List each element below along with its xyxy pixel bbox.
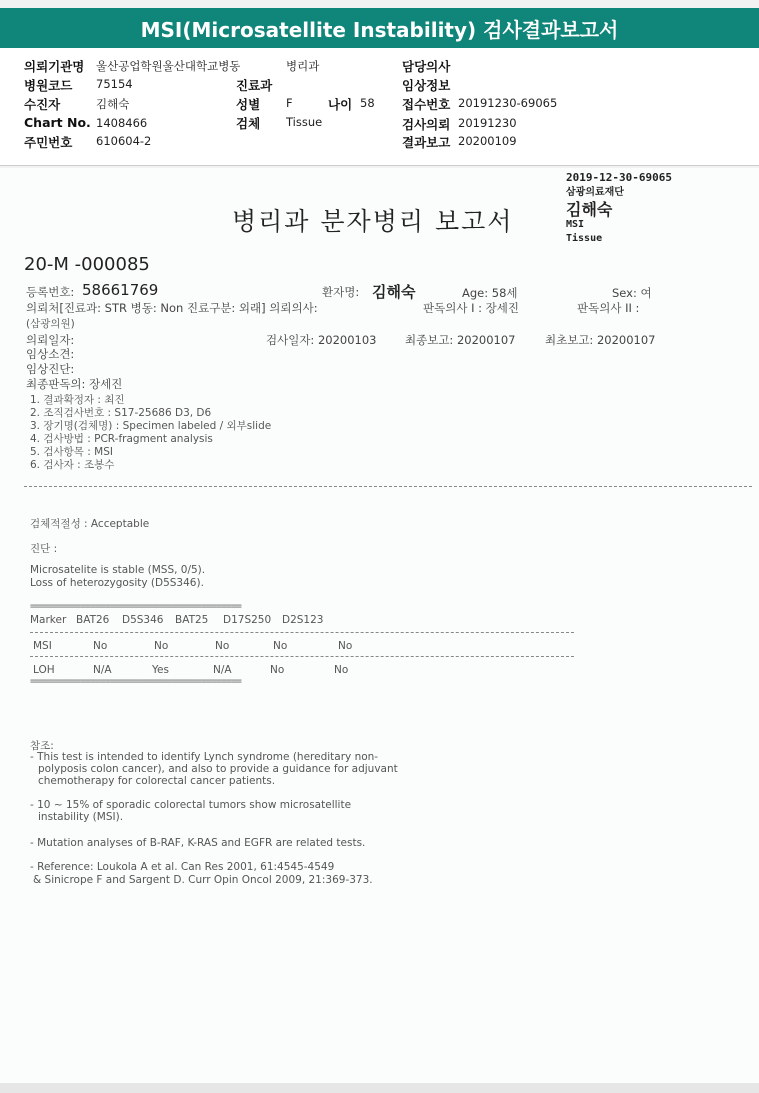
specimen-label: 검체 [236, 116, 261, 131]
chart-no-value: 1408466 [96, 116, 148, 130]
document-title: 병리과 분자병리 보고서 [232, 207, 514, 236]
reference-2a: - 10 ~ 15% of sporadic colorectal tumors show microsatellite [30, 799, 352, 811]
specimen-value: Tissue [286, 115, 323, 129]
ward-value: 병리과 [286, 59, 320, 73]
table-header-d2s123: D2S123 [282, 614, 324, 626]
request-date: 의뢰일자: [26, 333, 75, 347]
table-cell: No [270, 664, 285, 676]
item-3: 3. 장기명(검체명) : Specimen labeled / 외부slide [30, 420, 272, 432]
report-value: 20200109 [458, 134, 517, 148]
table-cell: Yes [152, 664, 169, 676]
table-header-marker: Marker [30, 614, 67, 626]
reference-1b: polyposis colon cancer), and also to provide a guidance for adjuvant [38, 763, 398, 775]
hospital-code-value: 75154 [96, 77, 133, 91]
item-1: 1. 결과확정자 : 최진 [30, 394, 125, 406]
table-header-bat25: BAT25 [175, 614, 209, 626]
age-text: Age: 58세 [462, 286, 518, 300]
table-cell: No [334, 664, 349, 676]
request-label: 검사의뢰 [402, 117, 451, 132]
table-header-d5s346: D5S346 [122, 614, 164, 626]
stamp-name: 김해숙 [566, 200, 613, 219]
item-4: 4. 검사방법 : PCR-fragment analysis [30, 433, 213, 445]
reference-3: - Mutation analyses of B-RAF, K-RAS and EGFR are related tests. [30, 837, 366, 849]
table-cell: No [154, 640, 169, 652]
table-bottom-rule: ========================================== [30, 676, 241, 687]
bottom-scroll-area [0, 1083, 759, 1093]
reference-1c: chemotherapy for colorectal cancer patients. [38, 775, 276, 787]
hospital-code-label: 병원코드 [24, 78, 73, 93]
exam-date: 검사일자: 20200103 [266, 333, 377, 347]
section-divider [24, 486, 752, 487]
reference-1a: - This test is intended to identify Lynch syndrome (hereditary non- [30, 751, 379, 763]
table-rule [30, 632, 574, 633]
table-row-loh-label: LOH [33, 664, 55, 676]
stamp-foundation: 삼광의료재단 [566, 187, 624, 198]
institution-value: 울산공업학원울산대학교병동 [96, 59, 241, 73]
table-cell: No [273, 640, 288, 652]
scanned-report-image [0, 168, 759, 1083]
reference-2b: instability (MSI). [38, 811, 124, 823]
dept-label: 진료과 [236, 78, 273, 93]
receipt-value: 20191230-69065 [458, 96, 558, 110]
table-top-rule: ========================================== [30, 601, 241, 612]
table-cell: N/A [213, 664, 232, 676]
table-cell: No [338, 640, 353, 652]
reference-4b: & Sinicrope F and Sargent D. Curr Opin Oncol 2009, 21:369-373. [33, 874, 373, 886]
pathologist-1: 판독의사 I : 장세진 [423, 301, 519, 315]
patient-label: 수진자 [24, 97, 61, 112]
table-cell: No [215, 640, 230, 652]
table-header-d17s250: D17S250 [223, 614, 272, 626]
request-value: 20191230 [458, 116, 517, 130]
clinical-findings: 임상소견: [26, 347, 75, 361]
item-5: 5. 검사항목 : MSI [30, 446, 113, 458]
final-date: 최종보고: 20200107 [405, 333, 516, 347]
clinical-info-label: 임상정보 [402, 78, 451, 93]
diagnosis-label: 진단 : [30, 543, 58, 555]
pname-label: 환자명: [322, 285, 360, 299]
clinical-diagnosis: 임상진단: [26, 362, 75, 376]
reg-value: 58661769 [82, 281, 159, 299]
institution-label: 의뢰기관명 [24, 59, 85, 74]
case-number: 20-M -000085 [24, 254, 150, 275]
id-label: 주민번호 [24, 135, 73, 150]
doctor-label: 담당의사 [402, 59, 451, 74]
pname-value: 김해숙 [372, 283, 416, 301]
sex-text: Sex: 여 [612, 286, 652, 300]
org-name: (삼광의원) [26, 318, 75, 330]
first-date: 최초보고: 20200107 [545, 333, 656, 347]
item-6: 6. 검사자 : 조봉수 [30, 459, 115, 471]
table-header-bat26: BAT26 [76, 614, 110, 626]
report-label: 결과보고 [402, 135, 451, 150]
stamp-number: 2019-12-30-69065 [566, 171, 672, 184]
report-title: MSI(Microsatellite Instability) 검사결과보고서 [0, 8, 759, 48]
reference-label: 참조: [30, 740, 54, 752]
adequacy: 검체적절성 : Acceptable [30, 518, 150, 530]
pathologist-2: 판독의사 II : [577, 301, 640, 315]
table-cell: No [93, 640, 108, 652]
id-value: 610604-2 [96, 134, 152, 148]
age-value: 58 [360, 96, 375, 110]
request-line: 의뢰처[진료과: STR 병동: Non 진료구분: 외래] 의뢰의사: [26, 301, 318, 315]
table-rule [30, 656, 574, 657]
reg-label: 등록번호: [26, 285, 75, 299]
patient-value: 김해숙 [96, 97, 130, 111]
stamp-test: MSI [566, 219, 585, 230]
sex-label: 성별 [236, 97, 261, 112]
item-2: 2. 조직검사번호 : S17-25686 D3, D6 [30, 407, 212, 419]
receipt-label: 접수번호 [402, 97, 451, 112]
reference-4a: - Reference: Loukola A et al. Can Res 2001, 61:4545-4549 [30, 861, 335, 873]
diagnosis-line-2: Loss of heterozygosity (D5S346). [30, 577, 204, 589]
stamp-specimen: Tissue [566, 233, 603, 244]
sex-value: F [286, 96, 293, 110]
table-row-msi-label: MSI [33, 640, 52, 652]
diagnosis-line-1: Microsatelite is stable (MSS, 0/5). [30, 564, 206, 576]
age-label: 나이 [328, 97, 353, 112]
final-reader: 최종판독의: 장세진 [26, 377, 123, 391]
table-cell: N/A [93, 664, 112, 676]
chart-no-label: Chart No. [24, 115, 91, 130]
patient-info-panel [0, 48, 759, 166]
